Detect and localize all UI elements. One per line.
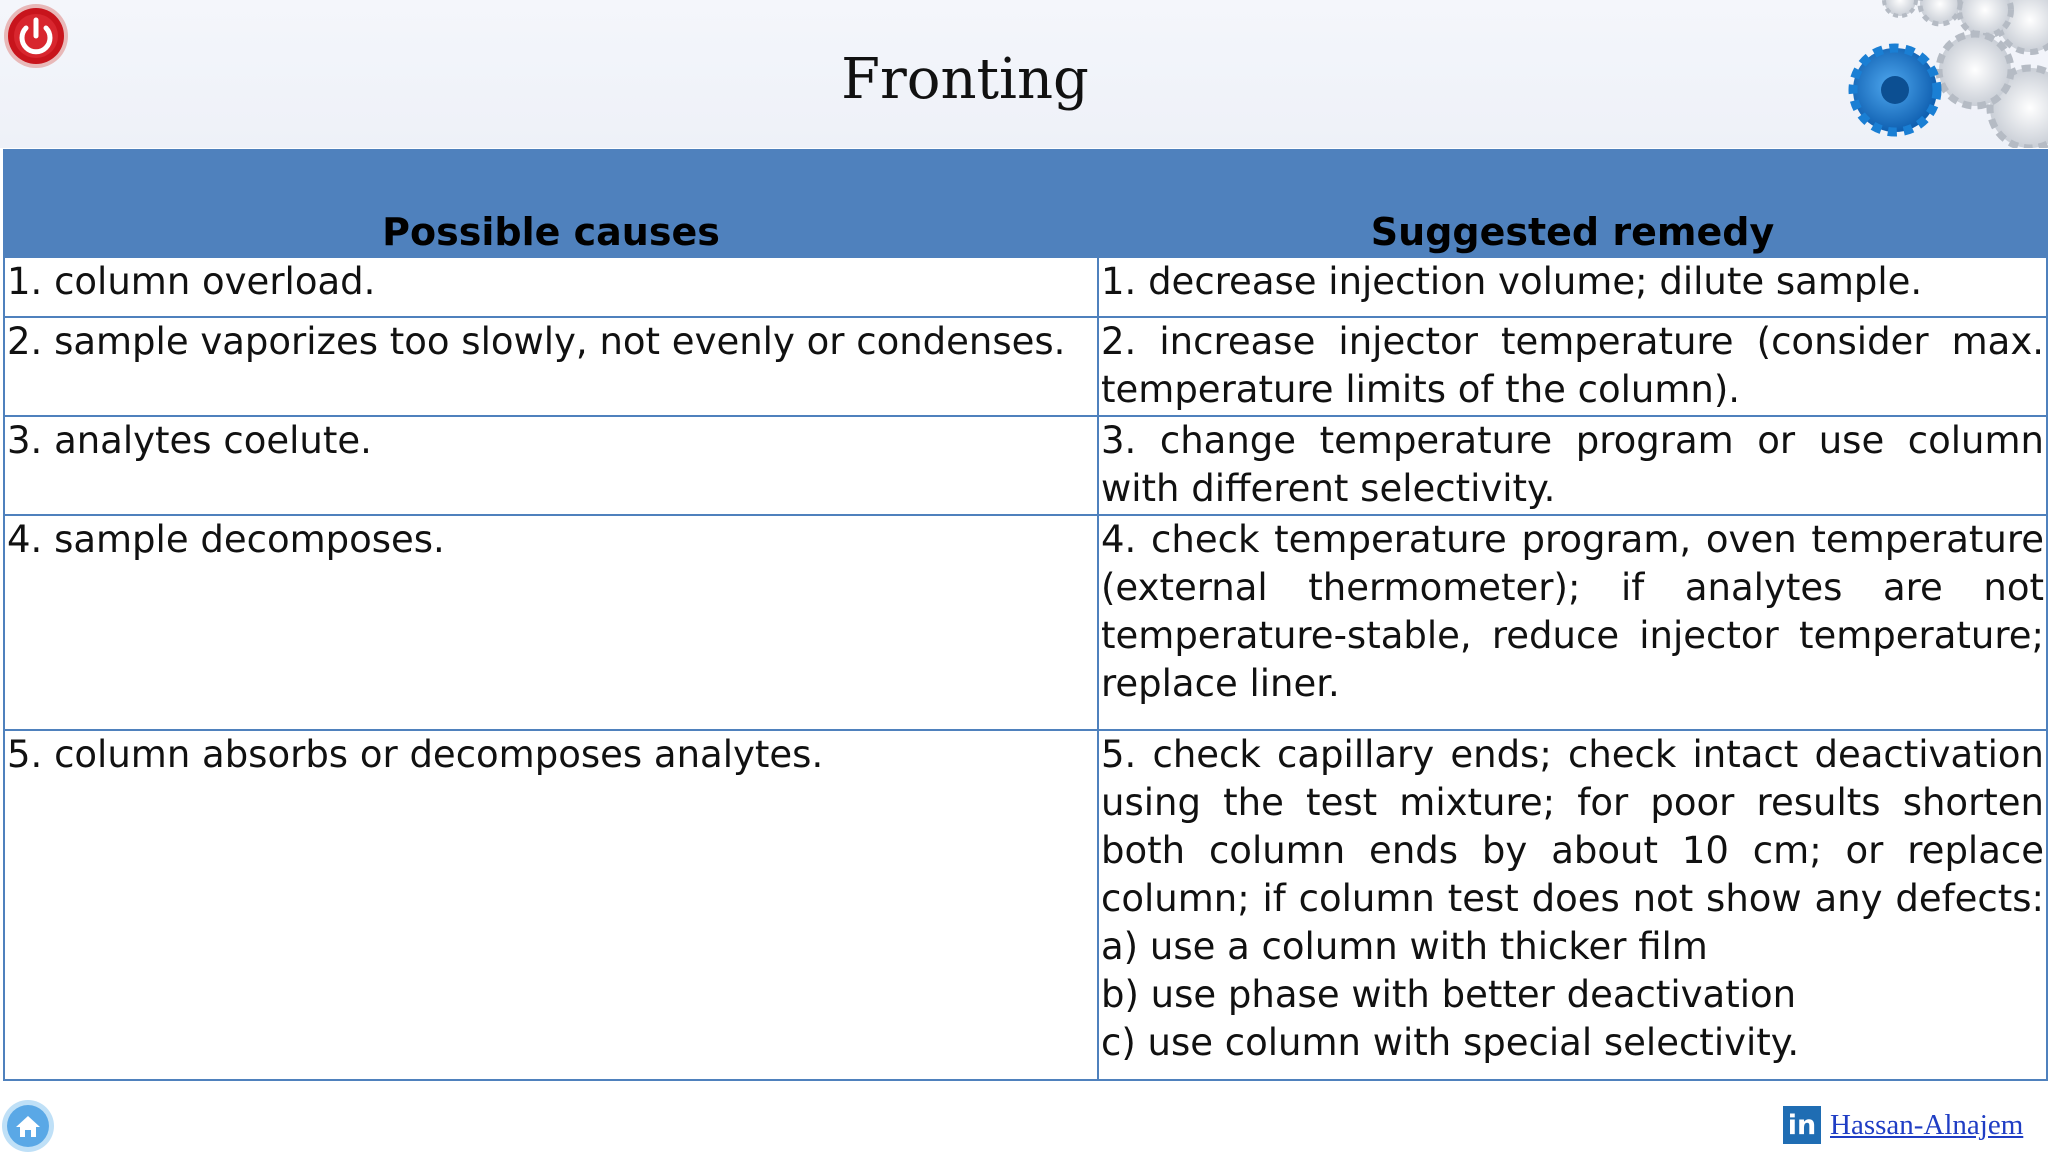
table-row	[4, 515, 2047, 730]
gears-decoration	[1760, 0, 2048, 148]
remedy-text: 5. check capillary ends; check intact deactivation using the test mixture; for poor results shorten both column ends by about 10 cm; or replace column; if column test does not show any defects: a) use a column with thicker film	[1101, 733, 2044, 968]
cause-cell: 2. sample vaporizes too slowly, not evenly or condenses.	[4, 317, 1098, 416]
header-possible-causes: Possible causes	[4, 150, 1098, 257]
remedy-cell: 3. change temperature program or use column with different selectivity.	[1098, 416, 2047, 515]
linkedin-icon[interactable]: in	[1783, 1106, 1821, 1144]
cause-cell: 4. sample decomposes.	[4, 515, 1098, 730]
cause-cell: 3. analytes coelute.	[4, 416, 1098, 515]
cause-cell: 1. column overload.	[4, 257, 1098, 317]
table-row	[4, 416, 2047, 515]
header-suggested-remedy: Suggested remedy	[1098, 150, 2047, 257]
table-row	[4, 257, 2047, 317]
author-credit[interactable]	[1783, 1106, 2023, 1144]
remedy-text-line: c) use column with special selectivity.	[1101, 1021, 1800, 1064]
slide-title: Fronting	[841, 47, 1089, 112]
cause-cell: 5. column absorbs or decomposes analytes.	[4, 730, 1098, 1080]
remedy-cell: 2. increase injector temperature (consider max. temperature limits of the column).	[1098, 317, 2047, 416]
causes-remedy-table	[3, 149, 2048, 1081]
remedy-cell: 1. decrease injection volume; dilute sample.	[1098, 257, 2047, 317]
home-icon[interactable]	[2, 1100, 54, 1152]
author-link[interactable]: Hassan-Alnajem	[1830, 1108, 2024, 1141]
remedy-cell: 4. check temperature program, oven temperature (external thermometer); if analytes are not temperature-stable, reduce injector temperature; replace liner.	[1098, 515, 2047, 730]
table-header-row	[4, 150, 2047, 257]
table-row	[4, 730, 2047, 1080]
remedy-cell	[1098, 730, 2047, 1080]
remedy-text-line: b) use phase with better deactivation	[1101, 973, 1797, 1016]
table-row	[4, 317, 2047, 416]
